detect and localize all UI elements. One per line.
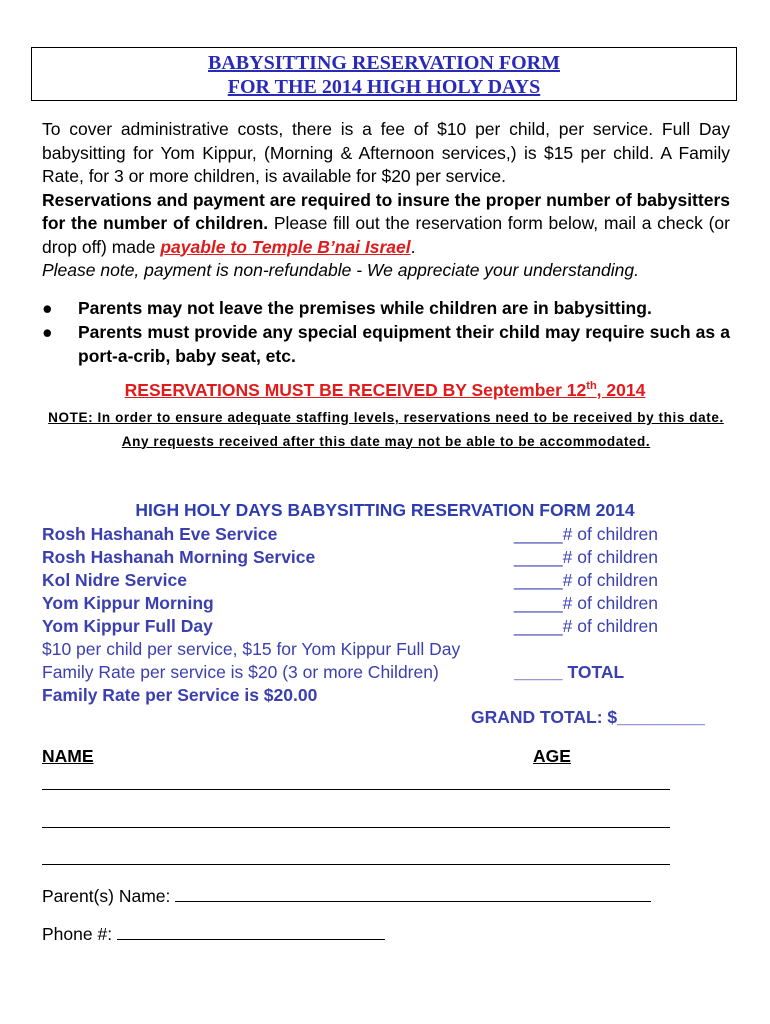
age-column-header: AGE bbox=[533, 746, 571, 766]
period: . bbox=[410, 236, 416, 257]
service-label: Yom Kippur Morning bbox=[42, 593, 214, 613]
title-line-2: FOR THE 2014 HIGH HOLY DAYS bbox=[227, 76, 541, 98]
bullet-icon: ● bbox=[42, 298, 53, 318]
rule-text: Parents must provide any special equipment their child may require such as a port-a-crib, baby seat, etc. bbox=[78, 322, 730, 366]
children-count-field[interactable]: _____# of children bbox=[514, 616, 658, 636]
children-count-field[interactable]: _____# of children bbox=[514, 593, 658, 613]
rule-text: Parents may not leave the premises while children are in babysitting. bbox=[78, 298, 652, 318]
child-entry-line[interactable] bbox=[42, 827, 670, 828]
reservation-paragraph bbox=[42, 189, 730, 260]
reservation-required-text: Reservations and payment are required to insure the proper number of babysitters for the number of children. bbox=[42, 189, 730, 233]
fee-paragraph: To cover administrative costs, there is a fee of $10 per child, per service. Full Day babysitting for Yom Kippur, (Morning & Afternoon services,) is $15 per child. A Family Rate, for 3 or more children, is available for $20 per service. bbox=[42, 119, 730, 186]
family-rate-info-line: Family Rate per service is $20 (3 or more Children) bbox=[42, 662, 439, 682]
service-label: Yom Kippur Full Day bbox=[42, 616, 213, 636]
name-column-header: NAME bbox=[42, 746, 94, 766]
reservation-form-title: HIGH HOLY DAYS BABYSITTING RESERVATION FORM 2014 bbox=[135, 500, 635, 520]
rules-list bbox=[42, 296, 730, 368]
deadline-year: , 2014 bbox=[596, 380, 646, 400]
parent-name-field bbox=[42, 886, 651, 907]
rate-info-line: $10 per child per service, $15 for Yom Kippur Full Day bbox=[42, 639, 461, 659]
phone-input[interactable] bbox=[117, 925, 385, 940]
parent-name-input[interactable] bbox=[175, 887, 651, 902]
deadline-heading bbox=[0, 380, 770, 401]
instructions-text: Please fill out the reservation form below, mail a check (or drop off) made bbox=[42, 213, 730, 257]
phone-field bbox=[42, 924, 385, 945]
payable-to-text: payable to Temple B’nai Israel bbox=[160, 236, 411, 257]
parent-name-label: Parent(s) Name: bbox=[42, 886, 171, 906]
deadline-sup: th bbox=[586, 380, 597, 393]
grand-total-field[interactable]: GRAND TOTAL: $_________ bbox=[471, 707, 705, 727]
child-entry-line[interactable] bbox=[42, 789, 670, 790]
children-count-field[interactable]: _____# of children bbox=[514, 570, 658, 590]
title-line-1: BABYSITTING RESERVATION FORM bbox=[208, 52, 560, 74]
total-field[interactable]: _____ TOTAL bbox=[514, 662, 625, 682]
children-count-field[interactable]: _____# of children bbox=[514, 524, 658, 544]
non-refundable-note: Please note, payment is non-refundable - We appreciate your understanding. bbox=[42, 260, 639, 280]
form-title-box bbox=[31, 47, 737, 101]
phone-label: Phone #: bbox=[42, 924, 113, 944]
service-label: Rosh Hashanah Eve Service bbox=[42, 524, 278, 544]
staffing-note: NOTE: In order to ensure adequate staffing levels, reservations need to be received by this date. Any requests received after this date may not be able to be accommodated. bbox=[48, 410, 724, 449]
list-item bbox=[42, 320, 730, 368]
family-rate-line: Family Rate per Service is $20.00 bbox=[42, 685, 318, 705]
service-label: Kol Nidre Service bbox=[42, 570, 187, 590]
bullet-icon: ● bbox=[42, 322, 53, 342]
deadline-text: RESERVATIONS MUST BE RECEIVED BY September 12 bbox=[124, 380, 587, 400]
service-label: Rosh Hashanah Morning Service bbox=[42, 547, 316, 567]
intro-section bbox=[42, 118, 730, 283]
list-item bbox=[42, 296, 730, 320]
child-entry-line[interactable] bbox=[42, 864, 670, 865]
children-count-field[interactable]: _____# of children bbox=[514, 547, 658, 567]
